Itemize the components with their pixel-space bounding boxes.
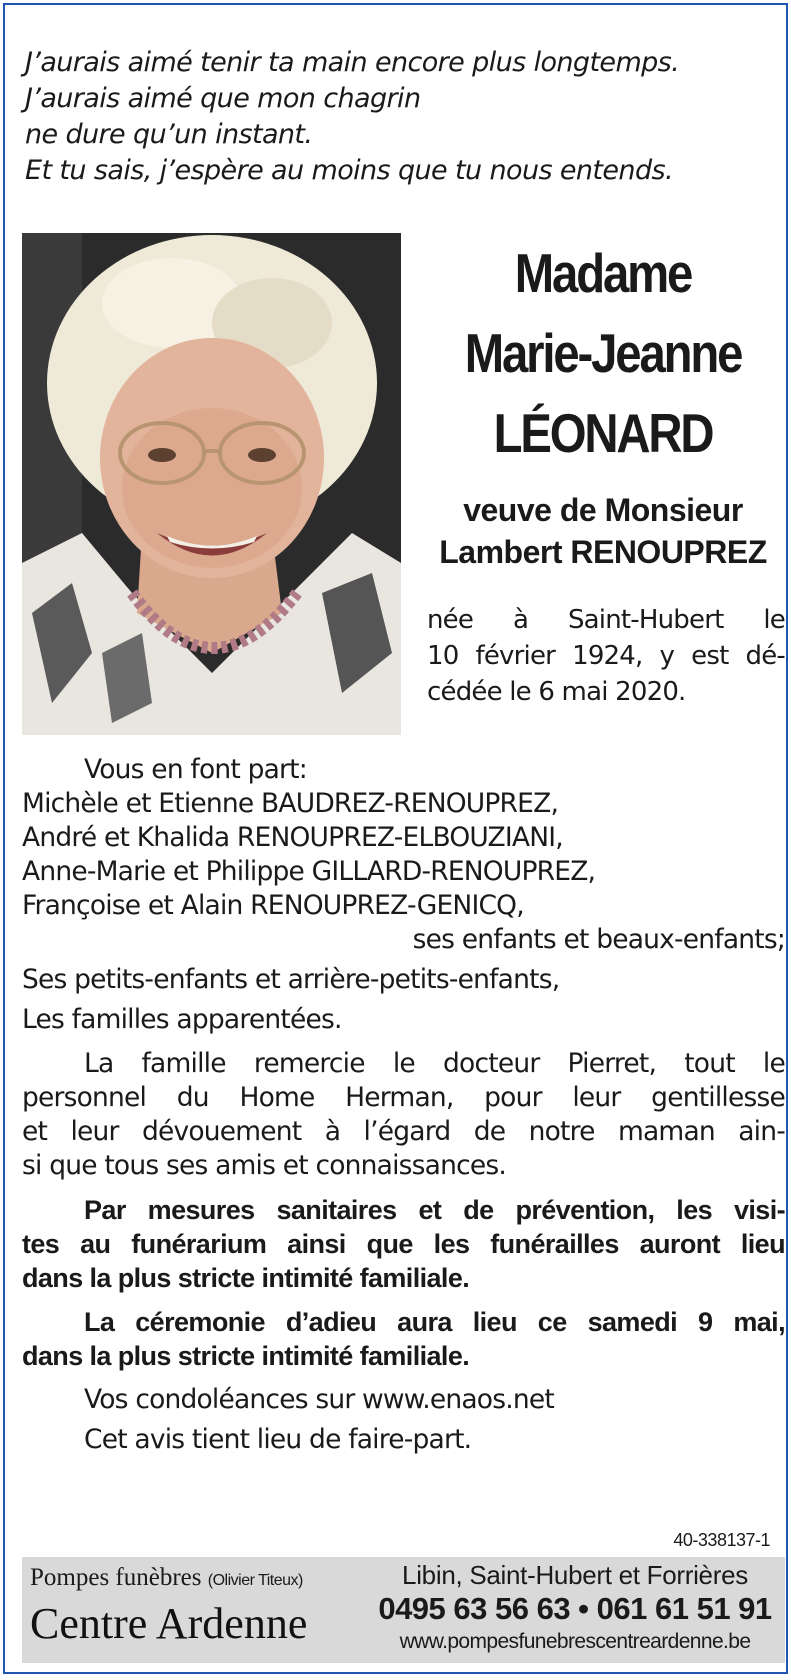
company-prefix-line — [30, 1561, 307, 1598]
notice-line: Par mesures sanitaires et de prévention, les visi- — [84, 1195, 785, 1225]
grandchildren-line: Ses petits-enfants et arrière-petits-enfants, — [22, 964, 560, 995]
ceremony-line: dans la plus stricte intimité familiale. — [22, 1341, 470, 1371]
company-website: www.pompesfunebrescentreardenne.be — [399, 1630, 751, 1653]
portrait-photo — [22, 233, 401, 735]
widow-line: veuve de Monsieur — [463, 492, 743, 528]
name-last: LÉONARD — [493, 402, 713, 464]
intro-line: Vous en font part: — [84, 754, 307, 785]
notice-line: dans la plus stricte intimité familiale. — [22, 1263, 470, 1293]
company-phones: 0495 63 56 63 • 061 61 51 91 — [378, 1591, 772, 1626]
widow-of — [420, 489, 786, 573]
thanks-line: La famille remercie le docteur Pierret, tout le — [84, 1048, 785, 1079]
child-couple: Françoise et Alain RENOUPREZ-GENICQ, — [22, 890, 524, 921]
poem — [25, 45, 785, 189]
poem-line: J’aurais aimé que mon chagrin — [25, 83, 421, 114]
funeral-home-banner — [22, 1557, 785, 1663]
thanks-line: personnel du Home Herman, pour leur gentillesse — [22, 1082, 785, 1113]
reference-number: 40-338137-1 — [673, 1530, 770, 1550]
thanks-line: et leur dévouement à l’égard de notre maman ain- — [22, 1116, 785, 1147]
name-first: Marie-Jeanne — [464, 322, 742, 384]
deceased-name — [446, 233, 761, 473]
born-line: 10 février 1924, y est dé- — [427, 641, 785, 671]
relatives-line: Les familles apparentées. — [22, 1004, 342, 1035]
company-locations: Libin, Saint-Hubert et Forrières — [402, 1560, 748, 1590]
born-line: cédée le 6 mai 2020. — [427, 677, 686, 707]
child-couple: André et Khalida RENOUPREZ-ELBOUZIANI, — [22, 822, 563, 853]
thanks-line: si que tous ses amis et connaissances. — [22, 1150, 506, 1181]
birth-death-info — [427, 602, 785, 710]
faire-part-line: Cet avis tient lieu de faire-part. — [84, 1424, 472, 1455]
children-role: ses enfants et beaux-enfants; — [412, 924, 785, 955]
poem-line: Et tu sais, j’espère au moins que tu nous entends. — [25, 155, 673, 186]
condolences-line: Vos condoléances sur www.enaos.net — [84, 1384, 554, 1415]
ceremony-line: La céremonie d’adieu aura lieu ce samedi 9 mai, — [84, 1307, 785, 1337]
poem-line: ne dure qu’un instant. — [25, 119, 313, 150]
name-title: Madame — [514, 242, 692, 304]
poem-line: J’aurais aimé tenir ta main encore plus longtemps. — [25, 47, 680, 78]
company-prefix: Pompes funèbres — [30, 1564, 202, 1591]
born-line: née à Saint-Hubert le — [427, 605, 785, 635]
company-name: Centre Ardenne — [30, 1599, 308, 1648]
widow-line: Lambert RENOUPREZ — [439, 534, 767, 570]
company-owner: (Olivier Titeux) — [207, 1572, 303, 1589]
child-couple: Michèle et Etienne BAUDREZ-RENOUPREZ, — [22, 788, 559, 819]
child-couple: Anne-Marie et Philippe GILLARD-RENOUPREZ, — [22, 856, 596, 887]
notice-line: tes au funérarium ainsi que les funérailles auront lieu — [22, 1229, 785, 1259]
obituary-page — [3, 3, 788, 1674]
announcement-body — [22, 753, 785, 1457]
